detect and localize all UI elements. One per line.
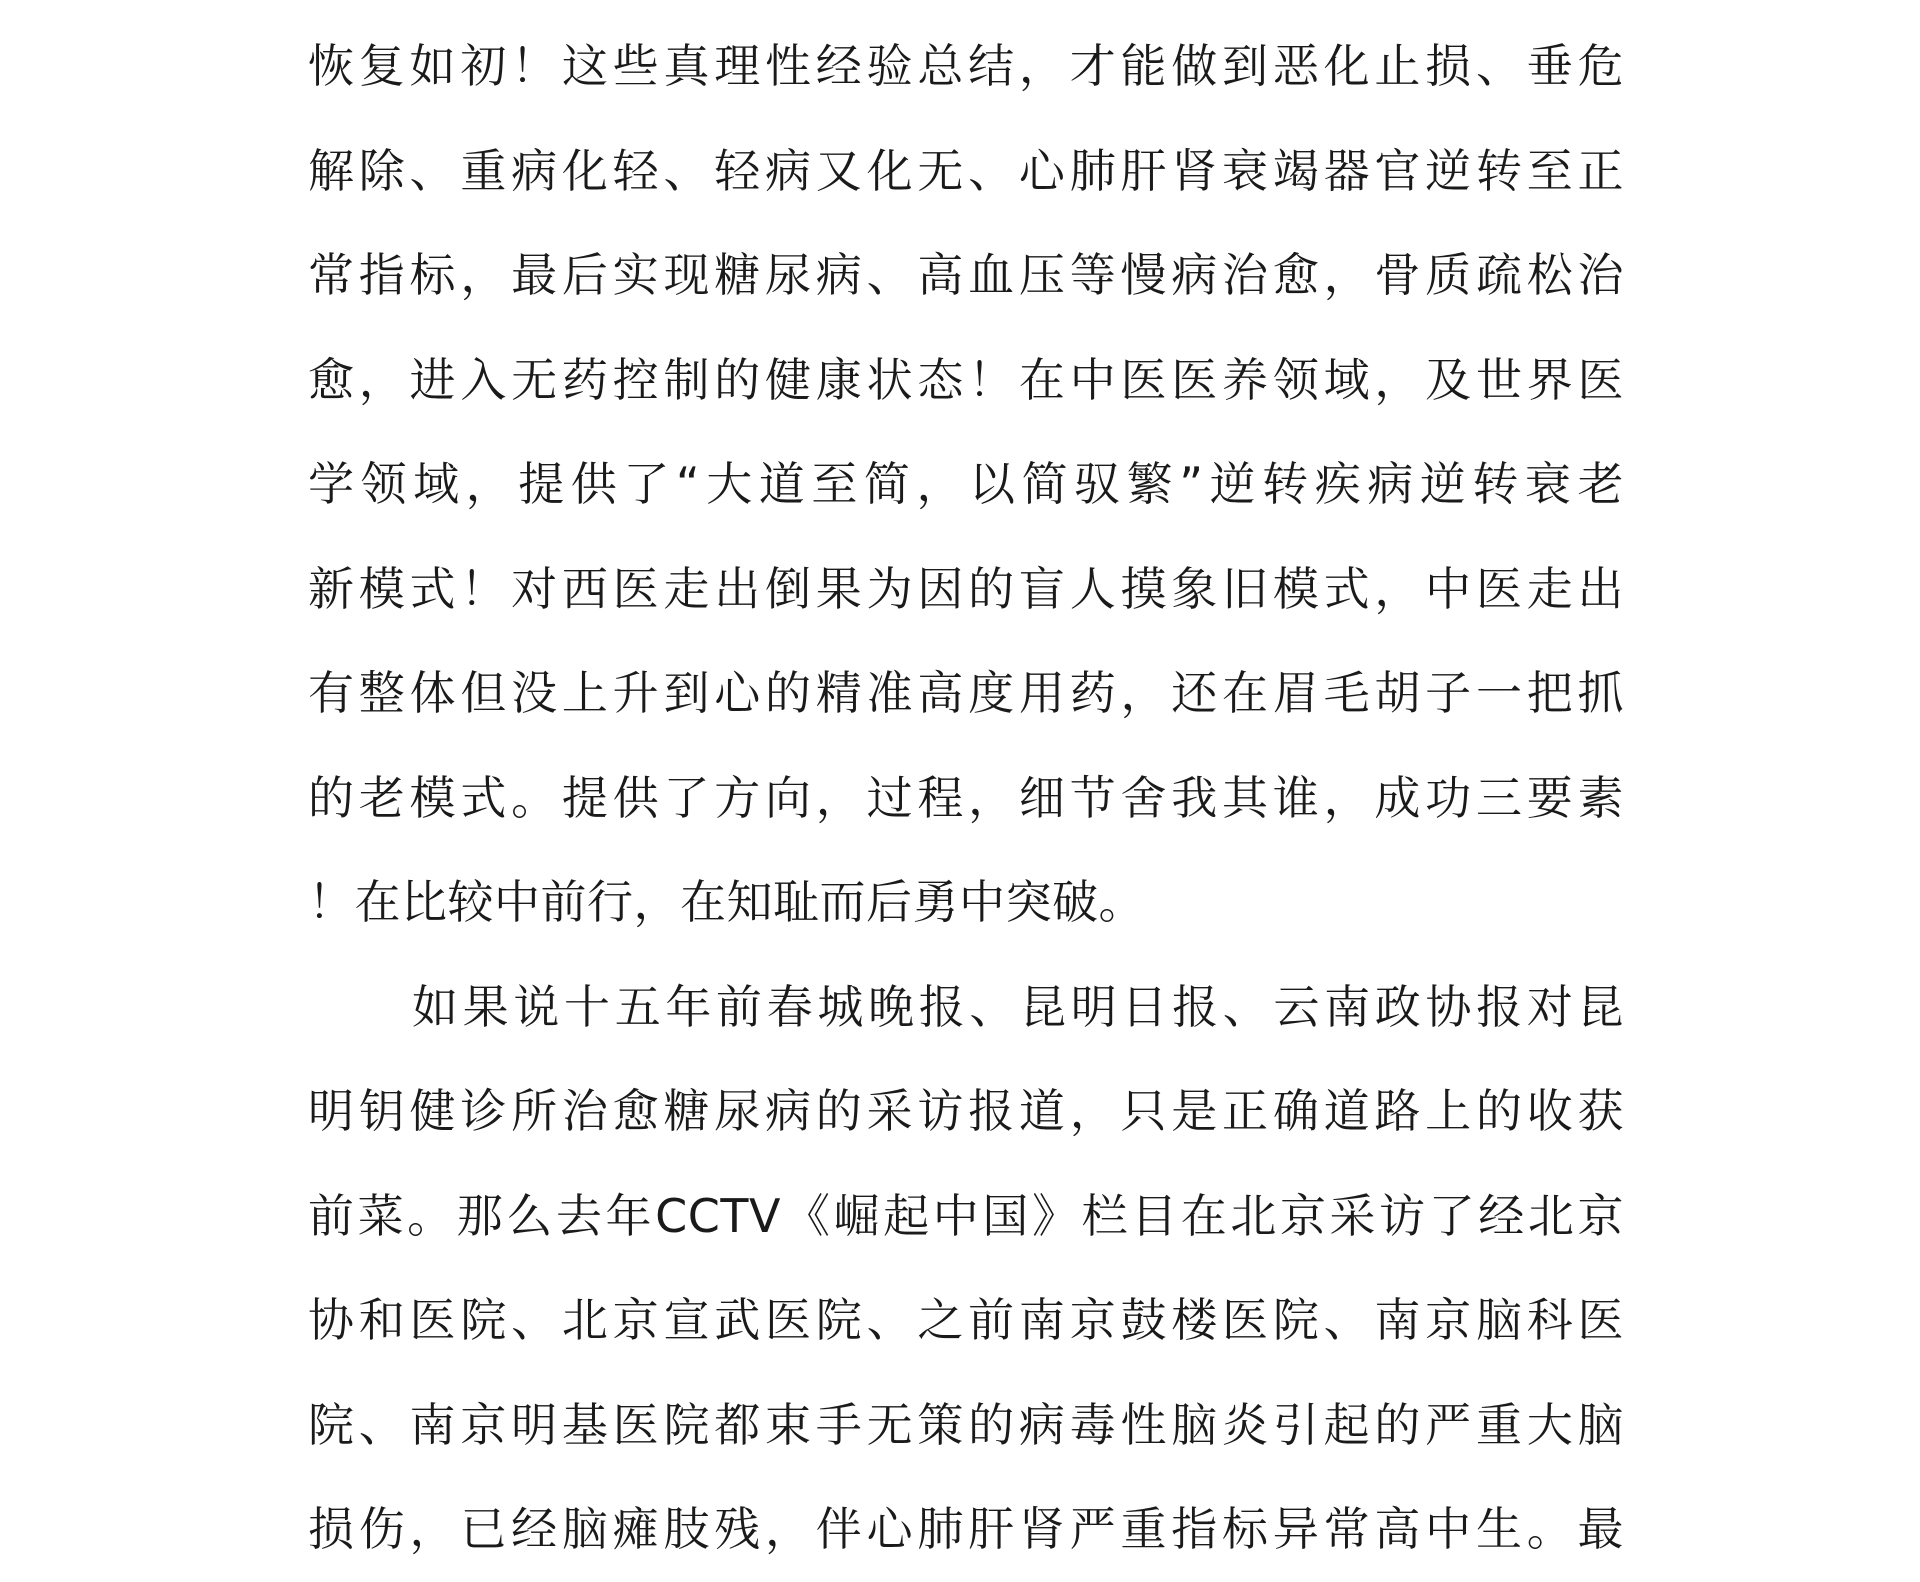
paragraph-end-line: ！在比较中前行，在知耻而后勇中突破。 xyxy=(308,875,1145,929)
text-line: 新模式！对西医走出倒果为因的盲人摸象旧模式，中医走出 xyxy=(308,561,1624,616)
text-line: 解除、重病化轻、轻病又化无、心肺肝肾衰竭器官逆转至正 xyxy=(308,143,1624,198)
text-line: 院、南京明基医院都束手无策的病毒性脑炎引起的严重大脑 xyxy=(308,1397,1624,1452)
text-line: 的老模式。提供了方向，过程，细节舍我其谁，成功三要素 xyxy=(308,770,1624,825)
text-line: 协和医院、北京宣武医院、之前南京鼓楼医院、南京脑科医 xyxy=(308,1293,1624,1347)
text-line: 恢复如初！这些真理性经验总结，才能做到恶化止损、垂危 xyxy=(308,39,1624,93)
paragraph-start-line: 如果说十五年前春城晚报、昆明日报、云南政协报对昆 xyxy=(412,979,1624,1034)
text-line: 前菜。那么去年CCTV《崛起中国》栏目在北京采访了经北京 xyxy=(308,1188,1624,1243)
text-line: 学领域，提供了“大道至简，以简驭繁”逆转疾病逆转衰老 xyxy=(308,457,1624,511)
text-line: 常指标，最后实现糖尿病、高血压等慢病治愈，骨质疏松治 xyxy=(308,248,1624,302)
text-line: 愈，进入无药控制的健康状态！在中医医养领域，及世界医 xyxy=(308,352,1624,407)
body-text xyxy=(308,14,1624,1582)
text-line: 有整体但没上升到心的精准高度用药，还在眉毛胡子一把抓 xyxy=(308,666,1624,720)
text-line: 明钥健诊所治愈糖尿病的采访报道，只是正确道路上的收获 xyxy=(308,1084,1624,1138)
text-line: 损伤，已经脑瘫肢残，伴心肺肝肾严重指标异常高中生。最 xyxy=(308,1502,1624,1556)
